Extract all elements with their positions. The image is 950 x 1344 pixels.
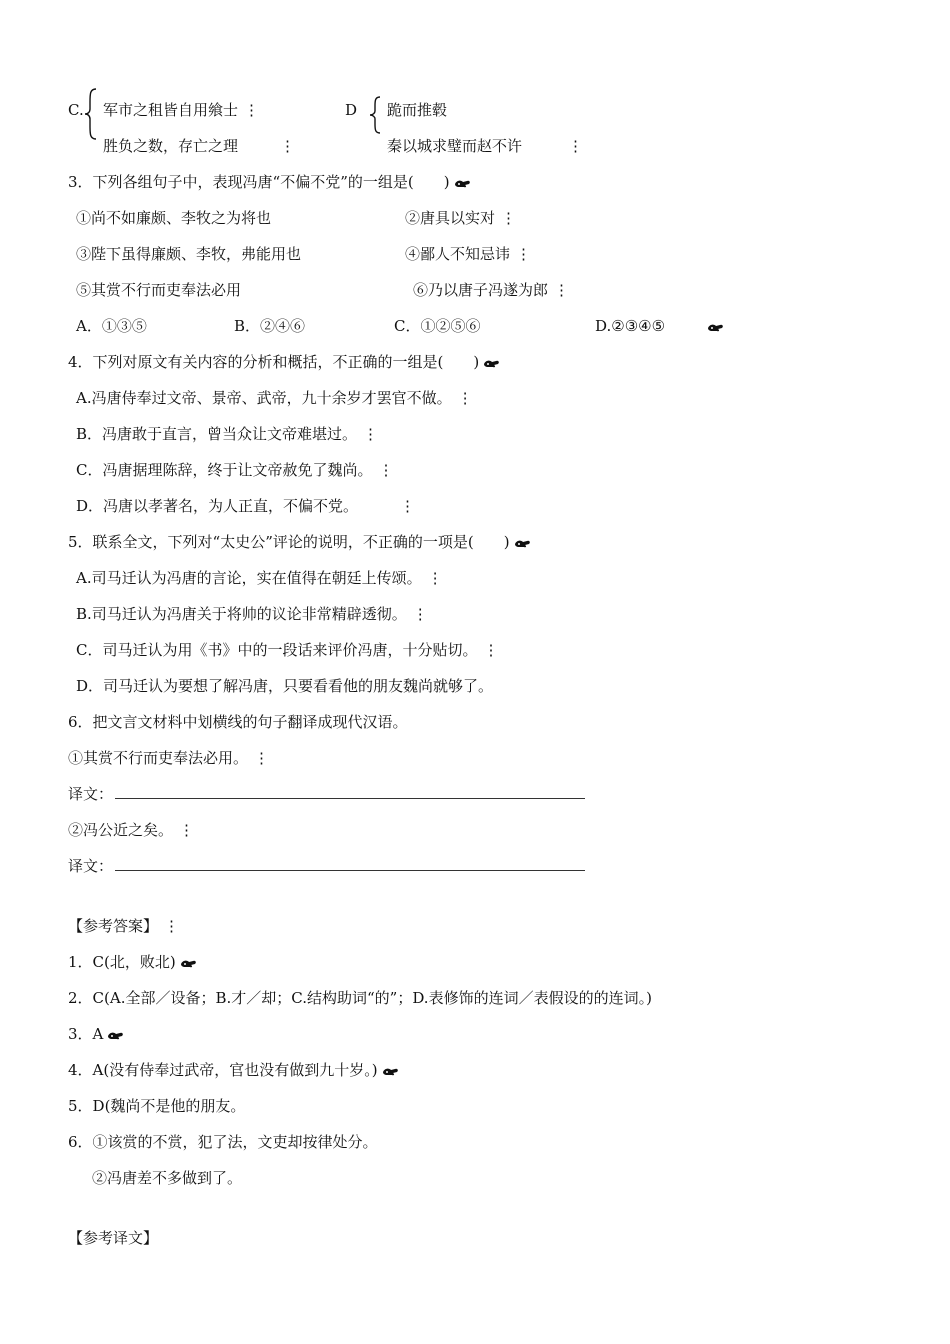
q3-choice-d: D.②③④⑤ bbox=[595, 314, 725, 338]
q3-item-2: ②唐具以实对 ⋮ bbox=[405, 209, 517, 227]
q5-option-d: D．司马迁认为要想了解冯唐，只要看看他的朋友魏尚就够了。 bbox=[76, 677, 494, 695]
q5-option-c: C．司马迁认为用《书》中的一段话来评价冯唐，十分贴切。 ⋮ bbox=[76, 641, 499, 659]
pointing-hand-icon bbox=[180, 957, 198, 969]
q3-choice-c: C．①②⑤⑥ bbox=[394, 317, 481, 335]
q3-item-3: ③陛下虽得廉颇、李牧，弗能用也 bbox=[76, 245, 302, 263]
answers-heading: 【参考答案】 ⋮ bbox=[68, 917, 180, 935]
q3-item-6: ⑥乃以唐子冯遂为郎 ⋮ bbox=[413, 281, 570, 299]
q3-stem: 3．下列各组句子中，表现冯唐“不偏不党”的一组是( ) bbox=[68, 170, 472, 194]
q4-stem: 4．下列对原文有关内容的分析和概括，不正确的一组是( ) bbox=[68, 350, 501, 374]
q4-option-a: A.冯唐侍奉过文帝、景帝、武帝，九十余岁才罢官不做。 ⋮ bbox=[76, 389, 473, 407]
q6-translation-1: 译文： bbox=[68, 782, 585, 806]
q5-option-b: B.司马迁认为冯唐关于将帅的议论非常精辟透彻。 ⋮ bbox=[76, 605, 428, 623]
option-d-line1: 跪而推毂 bbox=[387, 101, 448, 119]
q4-option-d: D．冯唐以孝著名，为人正直，不偏不党。 ⋮ bbox=[76, 497, 416, 515]
answer-blank[interactable] bbox=[115, 784, 585, 799]
q3-item-5: ⑤其赏不行而吏奉法必用 bbox=[76, 281, 242, 299]
option-c-line2: 胜负之数，存亡之理 ⋮ bbox=[103, 137, 296, 155]
q3-item-1: ①尚不如廉颇、李牧之为将也 bbox=[76, 209, 272, 227]
answer-2: 2．C(A.全部／设备；B.才／却；C.结构助词“的”；D.表修饰的连词／表假设的的连词。) bbox=[68, 989, 652, 1007]
option-c-label: C. bbox=[68, 101, 84, 119]
q4-option-b: B．冯唐敢于直言，曾当众让文帝难堪过。 ⋮ bbox=[76, 425, 379, 443]
option-c-line1: 军市之租皆自用飨士 ⋮ bbox=[103, 101, 260, 119]
answer-5: 5．D(魏尚不是他的朋友。 bbox=[68, 1097, 246, 1115]
answer-1: 1．C(北，败北) bbox=[68, 950, 198, 974]
q5-stem: 5．联系全文，下列对“太史公”评论的说明，不正确的一项是( ) bbox=[68, 530, 532, 554]
pointing-hand-icon bbox=[382, 1065, 400, 1077]
answer-blank[interactable] bbox=[115, 856, 585, 871]
q3-choice-a: A．①③⑤ bbox=[76, 317, 147, 335]
brace-left-d bbox=[368, 96, 382, 134]
pointing-hand-icon bbox=[483, 357, 501, 369]
q3-choice-b: B．②④⑥ bbox=[234, 317, 306, 335]
pointing-hand-icon bbox=[514, 537, 532, 549]
translation-heading: 【参考译文】 bbox=[68, 1229, 159, 1247]
option-d-line2: 秦以城求璧而赵不许 ⋮ bbox=[387, 137, 584, 155]
option-d-label: D bbox=[345, 101, 358, 119]
answer-4: 4．A(没有侍奉过武帝，官也没有做到九十岁。) bbox=[68, 1058, 400, 1082]
q3-item-4: ④鄙人不知忌讳 ⋮ bbox=[405, 245, 532, 263]
q6-sentence-2: ②冯公近之矣。 ⋮ bbox=[68, 821, 195, 839]
q6-sentence-1: ①其赏不行而吏奉法必用。 ⋮ bbox=[68, 749, 270, 767]
q6-stem: 6．把文言文材料中划横线的句子翻译成现代汉语。 bbox=[68, 713, 408, 731]
q6-translation-2: 译文： bbox=[68, 854, 585, 878]
brace-left-c bbox=[84, 88, 98, 140]
pointing-hand-icon bbox=[107, 1029, 125, 1041]
q5-option-a: A.司马迁认为冯唐的言论，实在值得在朝廷上传颂。 ⋮ bbox=[76, 569, 443, 587]
q4-option-c: C．冯唐据理陈辞，终于让文帝赦免了魏尚。 ⋮ bbox=[76, 461, 394, 479]
answer-6b: ②冯唐差不多做到了。 bbox=[92, 1169, 243, 1187]
answer-3: 3．A bbox=[68, 1022, 125, 1046]
pointing-hand-icon bbox=[707, 321, 725, 333]
answer-6a: 6．①该赏的不赏，犯了法，文吏却按律处分。 bbox=[68, 1133, 378, 1151]
pointing-hand-icon bbox=[454, 177, 472, 189]
